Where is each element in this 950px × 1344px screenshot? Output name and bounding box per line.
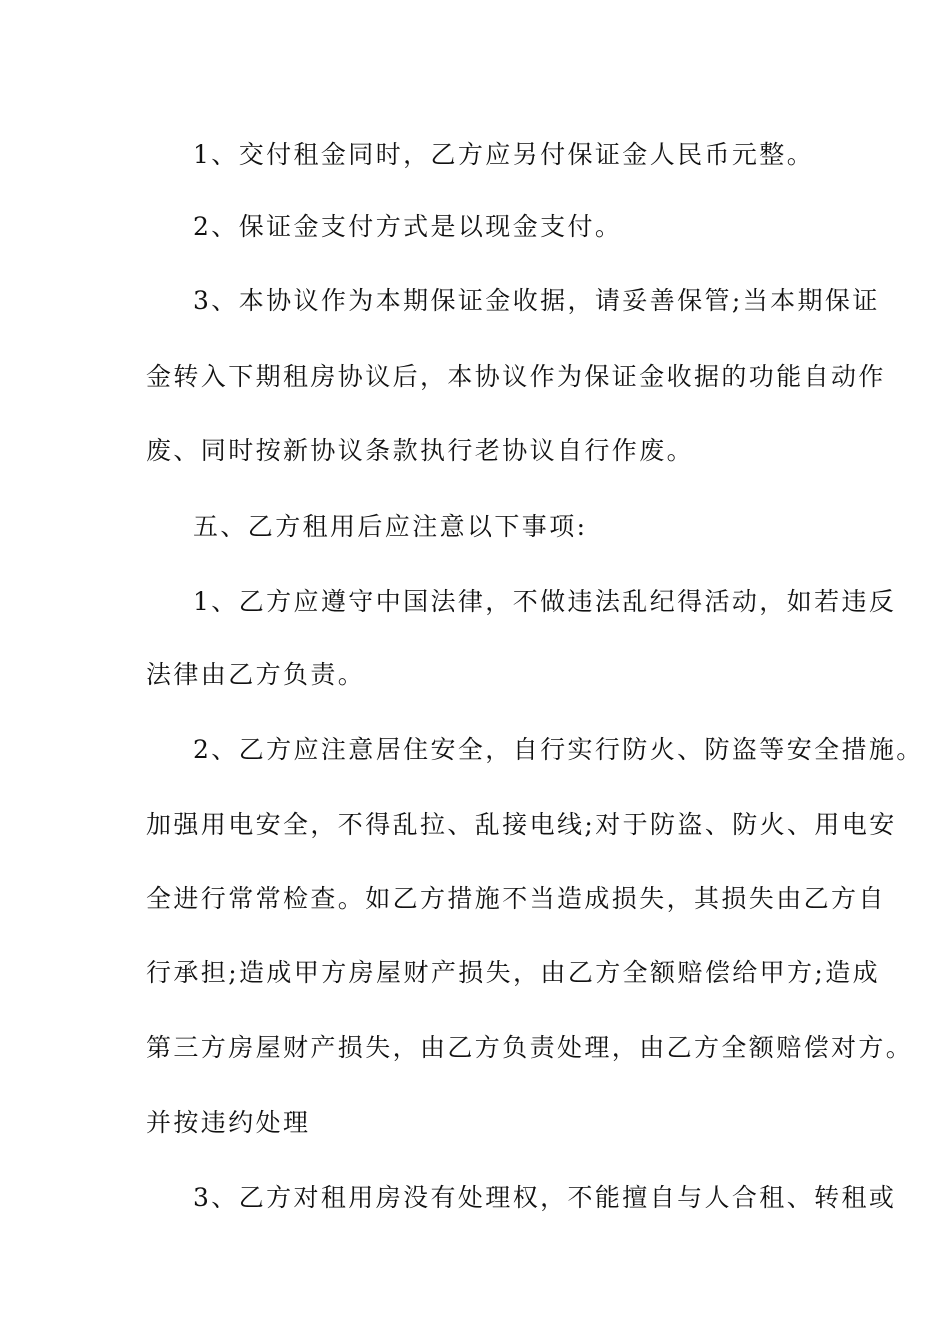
- paragraph-line: 3、本协议作为本期保证金收据，请妥善保管;当本期保证: [193, 286, 880, 315]
- paragraph-line: 2、乙方应注意居住安全，自行实行防火、防盗等安全措施。: [193, 735, 924, 764]
- paragraph-line: 废、同时按新协议条款执行老协议自行作废。: [146, 436, 695, 465]
- section-heading: 五、乙方租用后应注意以下事项:: [193, 512, 588, 541]
- paragraph-line: 3、乙方对租用房没有处理权，不能擅自与人合租、转租或: [193, 1183, 897, 1212]
- paragraph-line: 2、保证金支付方式是以现金支付。: [193, 212, 623, 241]
- paragraph-line: 全进行常常检查。如乙方措施不当造成损失，其损失由乙方自: [146, 884, 886, 913]
- paragraph-line: 并按违约处理: [146, 1108, 311, 1137]
- paragraph-line: 金转入下期租房协议后，本协议作为保证金收据的功能自动作: [146, 362, 886, 391]
- paragraph-line: 1、交付租金同时，乙方应另付保证金人民币元整。: [193, 140, 815, 169]
- paragraph-line: 第三方房屋财产损失，由乙方负责处理，由乙方全额赔偿对方。: [146, 1033, 914, 1062]
- paragraph-line: 法律由乙方负责。: [146, 660, 366, 689]
- paragraph-line: 行承担;造成甲方房屋财产损失，由乙方全额赔偿给甲方;造成: [146, 958, 881, 987]
- paragraph-line: 加强用电安全，不得乱拉、乱接电线;对于防盗、防火、用电安: [146, 810, 897, 839]
- paragraph-line: 1、乙方应遵守中国法律，不做违法乱纪得活动，如若违反: [193, 587, 897, 616]
